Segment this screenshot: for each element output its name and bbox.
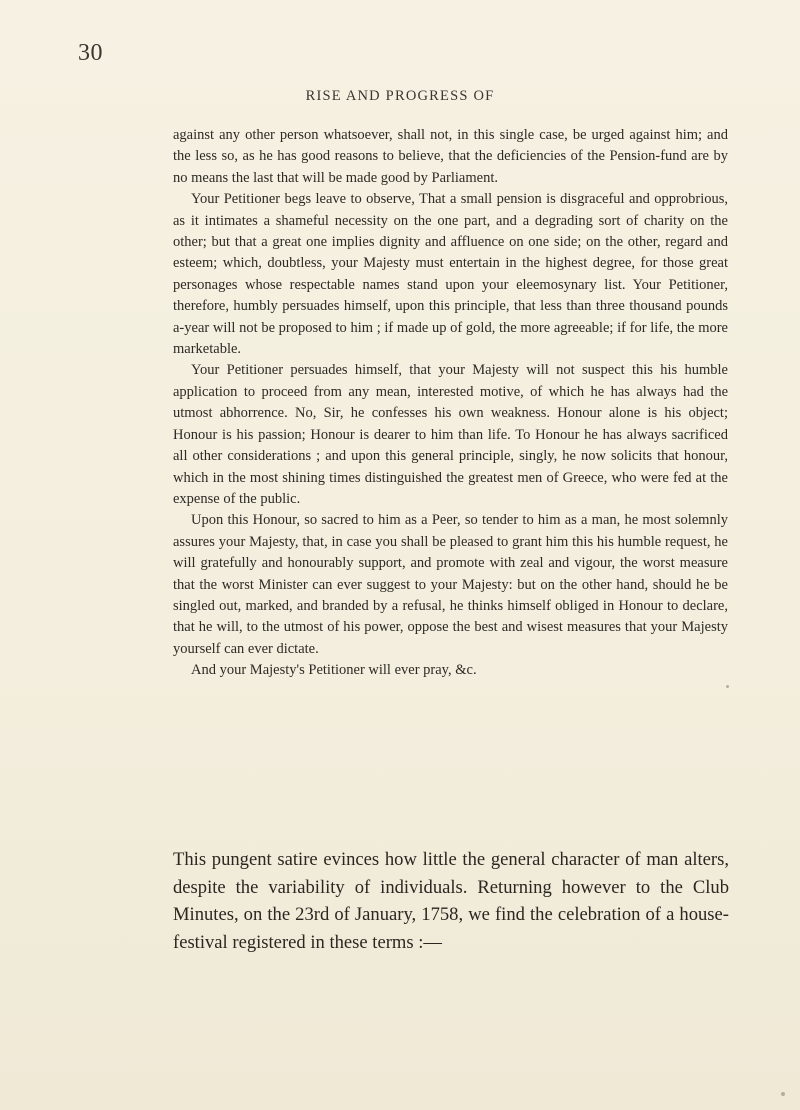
paragraph: against any other person whatsoever, shall not, in this single case, be urged against him; and the less so, as he has good reasons to believe, that the deficiencies of the Pension-fund are by no means the last that will be made good by Parliament. [173,127,728,186]
paragraph: And your Majesty's Petitioner will ever pray, &c. [191,662,477,679]
running-head: RISE AND PROGRESS OF [305,88,495,104]
paper-speck [781,1092,785,1096]
commentary-text [173,846,729,956]
page-number: 30 [78,40,103,66]
paragraph: Your Petitioner begs leave to observe, That a small pension is disgraceful and opprobrious, as it intimates a shameful necessity on the one part, and a degrading sort of charity on the other; but that a great one implies dignity and affluence on one side; on the other, regard and esteem; which, doubtless, your Majesty must entertain in the highest degree, for those great personages whose respectable names stand upon your eleemosynary list. Your Petitioner, therefore, humbly persuades himself, upon this principle, that less than three thousand pounds a-year will not be proposed to him ; if made up of gold, the more agreeable; if for life, the more marketable. [173,191,728,358]
paragraph: Your Petitioner persuades himself, that your Majesty will not suspect this his humble application to proceed from any mean, interested motive, of which he has always had the utmost abhorrence. No, Sir, he confesses his own weakness. Honour alone is his object; Honour is his passion; Honour is dearer to him than life. To Honour he has always sacrificed all other considerations ; and upon this general principle, singly, he now solicits that honour, which in the most shining times distinguished the greatest men of Greece, who were fed at the expense of the public. [173,362,728,507]
petition-text [173,125,728,682]
paragraph: Upon this Honour, so sacred to him as a Peer, so tender to him as a man, he most solemnly assures your Majesty, that, in case you shall be pleased to grant him this his humble request, he will gratefully and honourably support, and promote with zeal and vigour, the worst measure that the worst Minister can ever suggest to your Majesty: but on the other hand, should he be singled out, marked, and branded by a refusal, he thinks himself obliged in Honour to declare, that he will, to the utmost of his power, oppose the best and wisest measures that your Majesty yourself can ever dictate. [173,512,728,657]
commentary-paragraph: This pungent satire evinces how little the general character of man alters, despite the variability of individuals. Returning however to the Club Minutes, on the 23rd of January, 1758, we find the celebration of a house-festival registered in these terms :— [173,849,729,953]
paper-speck [726,685,729,688]
